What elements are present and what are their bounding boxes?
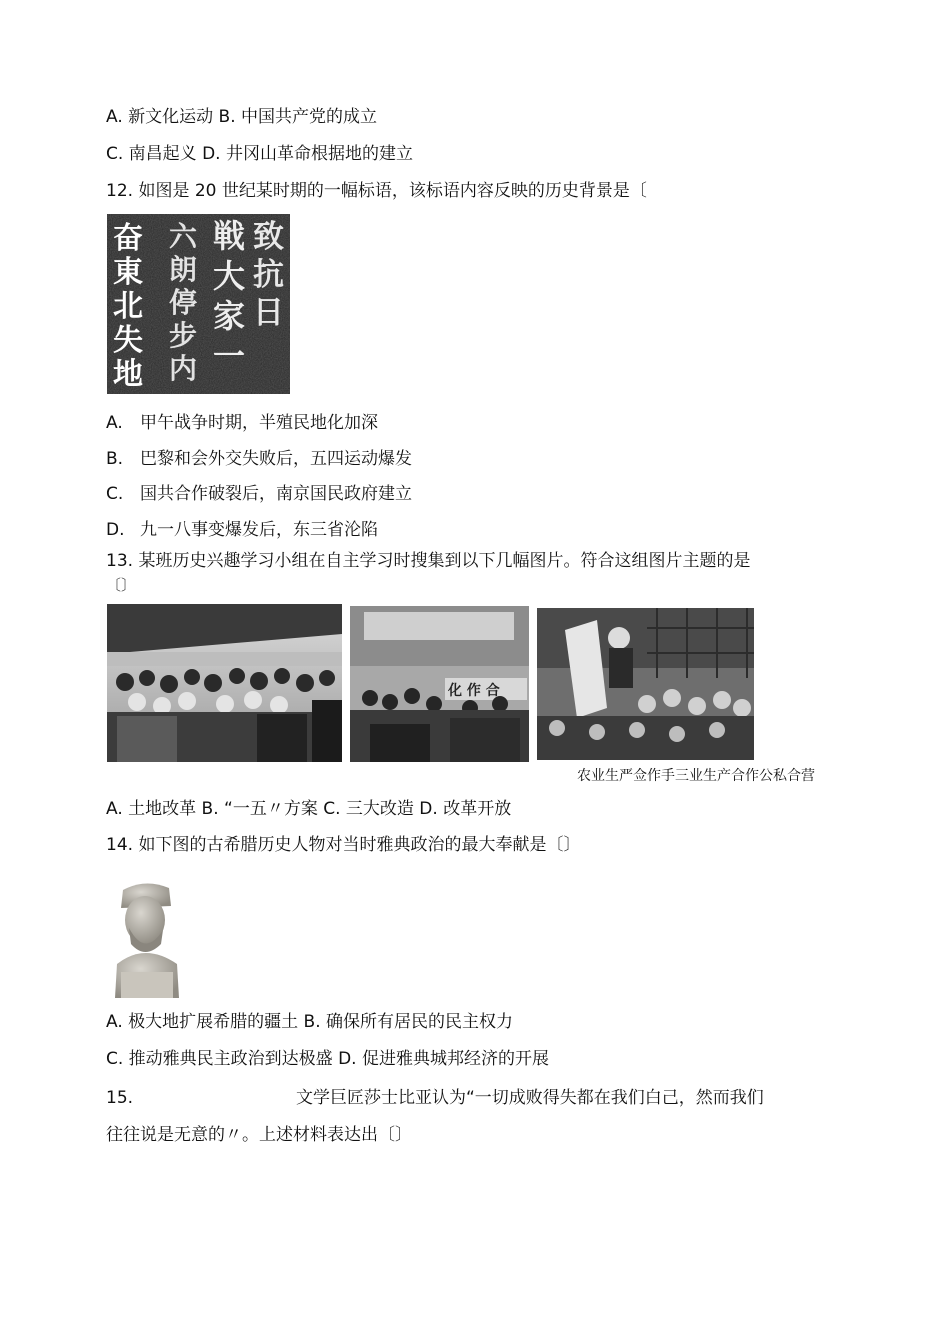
- q12-option-c-text: 国共合作破裂后，南京国民政府建立: [140, 484, 412, 504]
- q13-photo-caption: 农业生严佥作手三业生产合作公私合营: [577, 768, 815, 784]
- q15-stem-part1: 文学巨匠莎士比亚认为“一切成败得失都在我们白己，然而我们: [296, 1088, 764, 1108]
- photo-handicraft-cooperative: [350, 606, 529, 762]
- slogan-column-4: 奋東北失地: [113, 221, 143, 392]
- photo-celebration-drawing: [537, 608, 754, 760]
- q12-option-a: [106, 412, 378, 434]
- q12-option-b: [106, 448, 412, 470]
- q12-option-a-text: 甲午战争时期，半殖民地化加深: [140, 413, 378, 433]
- slogan-column-3: 六朗停步内: [169, 220, 198, 385]
- photo-farm-cooperative-drawing: [107, 604, 342, 762]
- bust-drawing: [107, 880, 183, 998]
- q12-option-b-letter: B.: [106, 449, 124, 469]
- q12-option-c-letter: C.: [106, 484, 124, 504]
- photo-farm-cooperative: [107, 604, 342, 762]
- q11-options-ab: A. 新文化运动 B. 中国共产党的成立: [106, 107, 378, 127]
- q11-options-cd: C. 南昌起义 D. 井冈山革命根据地的建立: [106, 144, 413, 164]
- q14-options-cd: C. 推动雅典民主政治到达极盛 D. 促进雅典城邦经济的开展: [106, 1049, 549, 1069]
- photo-handicraft-drawing: [350, 606, 529, 762]
- q12-option-d-text: 九一八事变爆发后，东三省沦陷: [140, 520, 378, 540]
- q12-stem: 12. 如图是 20 世纪某时期的一幅标语，该标语内容反映的历史背景是〔: [106, 181, 647, 201]
- q13-stem-line1: 13. 某班历史兴趣学习小组在自主学习时搜集到以下几幅图片。符合这组图片主题的是: [106, 551, 751, 571]
- pericles-bust-image: [107, 880, 183, 998]
- slogan-column-1: 致抗日: [253, 219, 284, 331]
- q14-options-ab: A. 极大地扩展希腊的疆土 B. 确保所有居民的民主权力: [106, 1012, 514, 1032]
- q12-option-b-text: 巴黎和会外交失败后，五四运动爆发: [140, 449, 412, 469]
- q13-stem-line2: 〔〕: [106, 576, 137, 594]
- slogan-image: [107, 214, 290, 394]
- q12-option-d-letter: D.: [106, 520, 125, 540]
- q13-options: A. 土地改革 B. “一五〃方案 C. 三大改造 D. 改革开放: [106, 799, 512, 819]
- q14-stem: 14. 如下图的古希腊历史人物对当时雅典政治的最大奉献是〔〕: [106, 835, 581, 855]
- photo-banner-text: 化 作 合: [448, 683, 500, 699]
- slogan-column-2: 戦大家一: [213, 217, 246, 375]
- q15-number: 15.: [106, 1088, 134, 1108]
- photo-joint-state-private: [537, 608, 754, 760]
- q12-option-d: [106, 519, 378, 541]
- q15-stem-part2: 往往说是无意的〃。上述材料表达出〔〕: [106, 1125, 412, 1145]
- q12-option-a-letter: A.: [106, 413, 123, 433]
- q12-option-c: [106, 483, 412, 505]
